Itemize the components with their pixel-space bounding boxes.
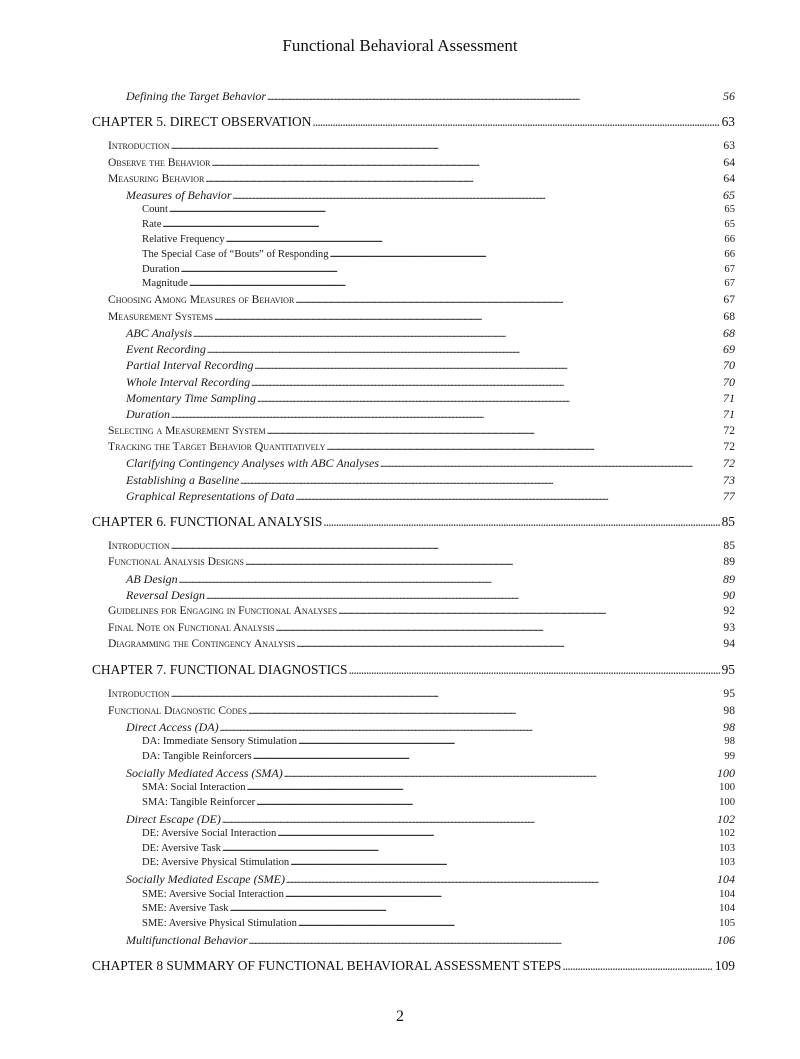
toc-entry-page-number: 95 [723, 687, 735, 701]
toc-entry-page-number: 98 [723, 719, 735, 734]
toc-entry-subsub[interactable] [92, 750, 735, 765]
dot-leader [251, 374, 721, 390]
dot-leader [222, 842, 717, 857]
dot-leader [181, 263, 723, 278]
toc-entry-page-number: 100 [719, 796, 735, 808]
toc-entry-label: Momentary Time Sampling [126, 391, 256, 406]
dot-leader [211, 155, 721, 171]
toc-entry-sub[interactable] [92, 406, 735, 422]
dot-leader [248, 703, 721, 719]
dot-leader [275, 620, 721, 636]
toc-entry-sub[interactable] [92, 811, 735, 827]
dot-leader [247, 781, 718, 796]
toc-entry-label: Socially Mediated Access (SMA) [126, 765, 283, 780]
dot-leader [380, 455, 721, 471]
dot-leader [253, 750, 723, 765]
toc-entry-subsub[interactable] [92, 827, 735, 842]
toc-entry-chapter[interactable] [92, 658, 735, 682]
toc-entry-label: Functional Diagnostic Codes [108, 703, 248, 717]
toc-entry-label: ABC Analysis [126, 325, 193, 340]
toc-entry-page-number: 98 [723, 703, 735, 717]
toc-entry-subsub[interactable] [92, 203, 735, 218]
toc-entry-label: Partial Interval Recording [126, 358, 254, 373]
dot-leader [267, 423, 722, 439]
dot-leader [284, 765, 715, 781]
toc-entry-label: DA: Immediate Sensory Stimulation [142, 736, 298, 748]
toc-entry-sub[interactable] [92, 88, 735, 104]
dot-leader [323, 510, 719, 534]
dot-leader [189, 277, 723, 292]
toc-entry-page-number: 77 [723, 488, 735, 503]
toc-entry-subsub[interactable] [92, 218, 735, 233]
toc-entry-label: Relative Frequency [142, 234, 225, 246]
toc-entry-label: Introduction [108, 539, 170, 553]
toc-entry-page-number: 72 [723, 423, 735, 437]
toc-entry-page-number: 72 [723, 439, 735, 453]
dot-leader [348, 658, 719, 682]
toc-entry-page-number: 71 [723, 391, 735, 406]
toc-entry-section[interactable] [92, 620, 735, 636]
toc-entry-sub[interactable] [92, 571, 735, 587]
toc-entry-sub[interactable] [92, 472, 735, 488]
toc-entry-sub[interactable] [92, 765, 735, 781]
toc-entry-label: DA: Tangible Reinforcers [142, 750, 252, 762]
dot-leader [267, 88, 721, 104]
toc-entry-subsub[interactable] [92, 735, 735, 750]
running-header: Functional Behavioral Assessment [282, 36, 518, 55]
toc-entry-page-number: 65 [724, 204, 735, 216]
toc-entry-page-number: 105 [719, 918, 735, 930]
toc-entry-page-number: 109 [714, 958, 735, 974]
toc-entry-page-number: 104 [719, 903, 735, 915]
toc-entry-sub[interactable] [92, 587, 735, 603]
toc-entry-section[interactable] [92, 155, 735, 171]
toc-entry-page-number: 98 [724, 736, 735, 748]
dot-leader [290, 856, 717, 871]
toc-entry-label: CHAPTER 7. FUNCTIONAL DIAGNOSTICS [92, 662, 348, 678]
dot-leader [171, 406, 721, 422]
dot-leader [249, 932, 715, 948]
toc-entry-chapter[interactable] [92, 110, 735, 134]
toc-entry-label: Introduction [108, 139, 170, 153]
toc-entry-sub[interactable] [92, 357, 735, 373]
toc-entry-label: Measurement Systems [108, 309, 213, 323]
table-of-contents [92, 88, 735, 982]
toc-entry-chapter[interactable] [92, 954, 735, 978]
dot-leader [171, 138, 722, 154]
toc-entry-page-number: 102 [719, 827, 735, 839]
dot-leader [338, 603, 721, 619]
toc-entry-page-number: 89 [723, 571, 735, 586]
toc-entry-label: Tracking the Target Behavior Quantitatively [108, 439, 326, 453]
toc-entry-page-number: 66 [724, 248, 735, 260]
toc-entry-sub[interactable] [92, 341, 735, 357]
toc-entry-label: Reversal Design [126, 588, 205, 603]
toc-entry-subsub[interactable] [92, 263, 735, 278]
toc-entry-label: Defining the Target Behavior [126, 89, 267, 103]
toc-entry-page-number: 73 [723, 472, 735, 487]
dot-leader [257, 390, 721, 406]
toc-entry-sub[interactable] [92, 374, 735, 390]
dot-leader [295, 292, 721, 308]
toc-entry-section[interactable] [92, 554, 735, 570]
toc-entry-sub[interactable] [92, 455, 735, 471]
dot-leader [326, 439, 721, 455]
toc-entry-sub[interactable] [92, 325, 735, 341]
toc-entry-label: Event Recording [126, 342, 206, 357]
toc-entry-label: Rate [142, 219, 162, 231]
toc-entry-subsub[interactable] [92, 917, 735, 932]
toc-entry-subsub[interactable] [92, 781, 735, 796]
dot-leader [245, 554, 721, 570]
toc-entry-subsub[interactable] [92, 902, 735, 917]
toc-entry-label: Count [142, 204, 168, 216]
dot-leader [296, 488, 721, 504]
toc-entry-label: Direct Escape (DE) [126, 811, 221, 826]
dot-leader [179, 571, 721, 587]
toc-entry-label: AB Design [126, 571, 178, 586]
toc-entry-label: CHAPTER 5. DIRECT OBSERVATION [92, 114, 312, 130]
toc-entry-label: Establishing a Baseline [126, 472, 240, 487]
toc-entry-section[interactable] [92, 309, 735, 325]
toc-entry-page-number: 64 [723, 171, 735, 185]
toc-entry-label: DE: Aversive Social Interaction [142, 827, 277, 839]
toc-entry-label: CHAPTER 8 SUMMARY OF FUNCTIONAL BEHAVIORAL ASSESSMENT STEPS [92, 958, 562, 974]
dot-leader [205, 171, 721, 187]
toc-entry-sub[interactable] [92, 932, 735, 948]
toc-entry-sub[interactable] [92, 719, 735, 735]
toc-entry-label: Socially Mediated Escape (SME) [126, 872, 285, 887]
toc-entry-page-number: 69 [723, 342, 735, 357]
toc-entry-label: Final Note on Functional Analysis [108, 620, 275, 634]
dot-leader [256, 796, 717, 811]
dot-leader [162, 218, 722, 233]
toc-entry-label: Measures of Behavior [126, 188, 232, 203]
toc-entry-page-number: 103 [719, 842, 735, 854]
toc-entry-section[interactable] [92, 423, 735, 439]
toc-entry-section[interactable] [92, 439, 735, 455]
dot-leader [193, 325, 721, 341]
toc-entry-sub[interactable] [92, 187, 735, 203]
toc-entry-page-number: 65 [724, 219, 735, 231]
toc-entry-section[interactable] [92, 703, 735, 719]
toc-entry-subsub[interactable] [92, 277, 735, 292]
toc-entry-section[interactable] [92, 686, 735, 702]
toc-entry-chapter[interactable] [92, 510, 735, 534]
toc-entry-label: Duration [142, 263, 180, 275]
toc-entry-page-number: 100 [717, 765, 735, 780]
toc-entry-label: Guidelines for Engaging in Functional Analyses [108, 604, 338, 618]
toc-entry-subsub[interactable] [92, 233, 735, 248]
dot-leader [298, 735, 722, 750]
dot-leader [226, 233, 723, 248]
toc-entry-label: The Special Case of “Bouts” of Responding [142, 248, 329, 260]
toc-entry-page-number: 93 [723, 620, 735, 634]
toc-entry-section[interactable] [92, 292, 735, 308]
toc-entry-sub[interactable] [92, 871, 735, 887]
dot-leader [277, 827, 717, 842]
page-number: 2 [396, 1008, 404, 1025]
toc-entry-page-number: 106 [717, 932, 735, 947]
toc-entry-subsub[interactable] [92, 888, 735, 903]
toc-entry-subsub[interactable] [92, 842, 735, 857]
toc-entry-page-number: 56 [723, 89, 735, 103]
toc-entry-page-number: 85 [721, 514, 735, 530]
toc-entry-subsub[interactable] [92, 796, 735, 811]
toc-entry-label: DE: Aversive Physical Stimulation [142, 857, 290, 869]
toc-entry-label: Selecting a Measurement System [108, 423, 266, 437]
toc-entry-label: SME: Aversive Physical Stimulation [142, 918, 297, 930]
toc-entry-subsub[interactable] [92, 856, 735, 871]
toc-entry-label: Graphical Representations of Data [126, 488, 295, 503]
toc-entry-label: Observe the Behavior [108, 155, 211, 169]
dot-leader [296, 636, 721, 652]
toc-entry-page-number: 104 [719, 888, 735, 900]
dot-leader [171, 538, 722, 554]
toc-entry-page-number: 104 [717, 872, 735, 887]
toc-entry-page-number: 89 [723, 555, 735, 569]
toc-entry-page-number: 72 [723, 456, 735, 471]
toc-entry-label: Duration [126, 407, 171, 422]
toc-entry-page-number: 99 [724, 750, 735, 762]
toc-entry-page-number: 67 [724, 263, 735, 275]
toc-entry-page-number: 102 [717, 811, 735, 826]
toc-entry-page-number: 64 [723, 155, 735, 169]
toc-entry-label: Measuring Behavior [108, 171, 205, 185]
toc-entry-page-number: 95 [721, 662, 735, 678]
dot-leader [285, 888, 717, 903]
toc-entry-page-number: 68 [723, 325, 735, 340]
dot-leader [240, 472, 721, 488]
dot-leader [222, 811, 715, 827]
toc-entry-label: Direct Access (DA) [126, 719, 219, 734]
toc-entry-page-number: 63 [723, 139, 735, 153]
dot-leader [233, 187, 721, 203]
toc-entry-page-number: 67 [723, 293, 735, 307]
toc-entry-page-number: 103 [719, 857, 735, 869]
toc-entry-page-number: 66 [724, 234, 735, 246]
toc-entry-page-number: 94 [723, 636, 735, 650]
dot-leader [214, 309, 721, 325]
toc-entry-sub[interactable] [92, 390, 735, 406]
dot-leader [207, 341, 721, 357]
dot-leader [220, 719, 721, 735]
dot-leader [562, 954, 713, 978]
toc-entry-label: Functional Analysis Designs [108, 555, 244, 569]
toc-entry-label: SMA: Tangible Reinforcer [142, 796, 256, 808]
dot-leader [298, 917, 717, 932]
toc-entry-page-number: 100 [719, 781, 735, 793]
toc-entry-page-number: 70 [723, 358, 735, 373]
toc-entry-label: Introduction [108, 687, 170, 701]
dot-leader [206, 587, 721, 603]
toc-entry-label: Magnitude [142, 278, 188, 290]
toc-entry-page-number: 92 [723, 604, 735, 618]
toc-entry-page-number: 67 [724, 278, 735, 290]
toc-entry-label: CHAPTER 6. FUNCTIONAL ANALYSIS [92, 514, 323, 530]
toc-entry-label: Clarifying Contingency Analyses with ABC Analyses [126, 456, 379, 471]
toc-entry-subsub[interactable] [92, 248, 735, 263]
toc-entry-label: Choosing Among Measures of Behavior [108, 293, 295, 307]
toc-entry-section[interactable] [92, 171, 735, 187]
dot-leader [171, 686, 722, 702]
toc-entry-page-number: 90 [723, 588, 735, 603]
toc-entry-page-number: 65 [723, 188, 735, 203]
toc-entry-section[interactable] [92, 636, 735, 652]
toc-entry-sub[interactable] [92, 488, 735, 504]
toc-entry-label: SME: Aversive Task [142, 903, 229, 915]
toc-entry-section[interactable] [92, 138, 735, 154]
dot-leader [230, 902, 718, 917]
dot-leader [255, 357, 721, 373]
dot-leader [286, 871, 715, 887]
toc-entry-page-number: 71 [723, 407, 735, 422]
toc-entry-label: DE: Aversive Task [142, 842, 221, 854]
toc-entry-label: Multifunctional Behavior [126, 932, 248, 947]
toc-entry-label: SME: Aversive Social Interaction [142, 888, 284, 900]
toc-entry-label: SMA: Social Interaction [142, 781, 246, 793]
toc-entry-section[interactable] [92, 603, 735, 619]
toc-entry-page-number: 85 [723, 539, 735, 553]
dot-leader [330, 248, 723, 263]
toc-entry-label: Diagramming the Contingency Analysis [108, 636, 296, 650]
toc-entry-page-number: 68 [723, 309, 735, 323]
toc-entry-section[interactable] [92, 538, 735, 554]
dot-leader [169, 203, 723, 218]
toc-entry-page-number: 70 [723, 374, 735, 389]
toc-entry-page-number: 63 [721, 114, 735, 130]
dot-leader [312, 110, 719, 134]
toc-entry-label: Whole Interval Recording [126, 374, 251, 389]
